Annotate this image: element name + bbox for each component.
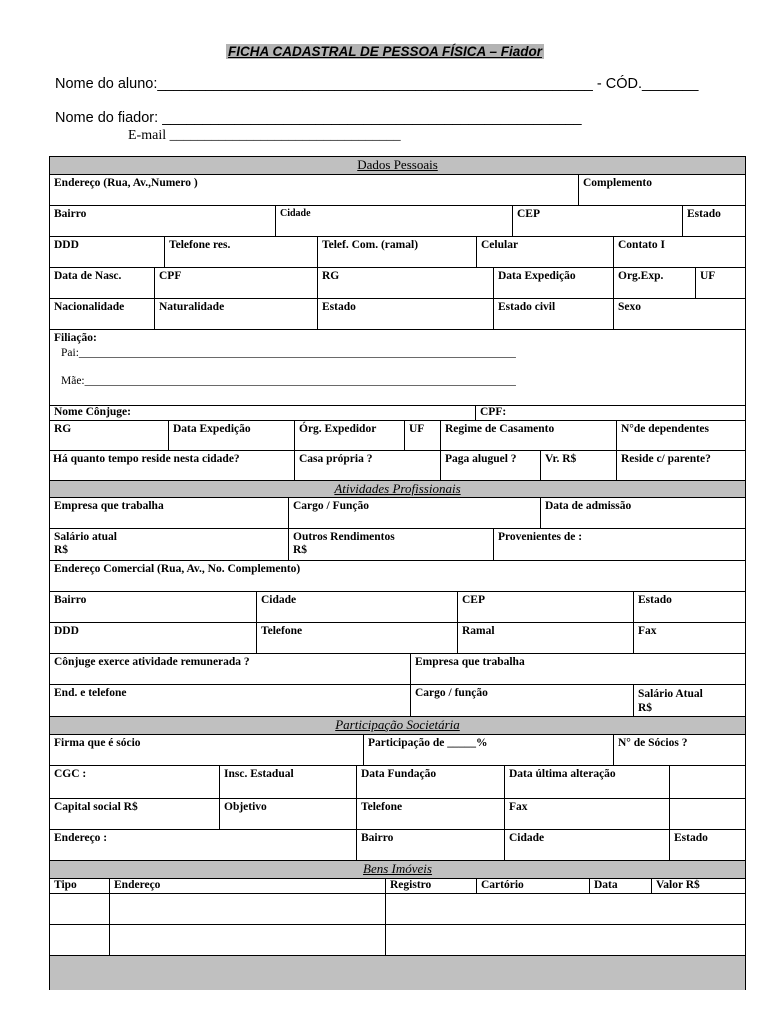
label-salario-rs: R$	[54, 544, 69, 556]
col-tipo: Tipo	[54, 879, 77, 891]
field-outros-rendimentos[interactable]	[288, 529, 493, 560]
field-contato[interactable]: Contato I	[613, 237, 745, 267]
row-bairro-comercial	[50, 591, 745, 622]
field-regime-casamento[interactable]: Regime de Casamento	[440, 421, 616, 450]
field-bairro-empresa[interactable]: Bairro	[356, 830, 504, 860]
field-data-nascimento[interactable]: Data de Nasc.	[54, 270, 122, 282]
field-bairro[interactable]: Bairro	[54, 208, 87, 220]
field-empresa[interactable]: Empresa que trabalha	[54, 500, 164, 512]
row-bairro	[50, 205, 745, 236]
label-filiacao: Filiação:	[54, 332, 97, 344]
label-outros-rs: R$	[293, 544, 308, 556]
field-fax-comercial[interactable]: Fax	[633, 623, 745, 653]
row-salario	[50, 528, 745, 560]
field-estado-civil[interactable]: Estado civil	[493, 299, 613, 329]
field-cep[interactable]: CEP	[512, 206, 682, 236]
field-data-expedicao-conjuge[interactable]: Data Expedição	[168, 421, 294, 450]
field-paga-aluguel[interactable]: Paga aluguel ?	[440, 451, 540, 480]
cell-registro[interactable]	[385, 894, 745, 924]
row-nacionalidade	[50, 298, 745, 329]
field-rg-conjuge[interactable]: RG	[54, 423, 72, 435]
field-dependentes[interactable]: N°de dependentes	[616, 421, 745, 450]
row-endereco-comercial	[50, 560, 745, 591]
field-cidade[interactable]: Cidade	[275, 206, 512, 236]
field-nome-conjuge[interactable]: Nome Cônjuge:	[54, 406, 131, 418]
section-header-dados-pessoais: Dados Pessoais	[50, 156, 745, 174]
section-header-atividades: Atividades Profissionais	[50, 480, 745, 497]
field-estado-comercial[interactable]: Estado	[633, 592, 745, 622]
row-residencia	[50, 450, 745, 480]
cell-tipo[interactable]	[50, 925, 109, 955]
cell-endereco[interactable]	[109, 925, 385, 955]
field-capital-social[interactable]: Capital social R$	[54, 801, 138, 813]
field-rg[interactable]: RG	[317, 268, 493, 298]
field-fax-empresa[interactable]: Fax	[504, 799, 669, 829]
field-naturalidade[interactable]: Naturalidade	[154, 299, 317, 329]
field-nacionalidade[interactable]: Nacionalidade	[54, 301, 125, 313]
field-endereco[interactable]: Endereço (Rua, Av.,Numero )	[54, 177, 198, 189]
row-conjuge-atividade	[50, 653, 745, 684]
cell-endereco[interactable]	[109, 894, 385, 924]
field-complemento[interactable]: Complemento	[578, 175, 745, 205]
field-salario[interactable]	[50, 529, 288, 560]
field-objetivo[interactable]: Objetivo	[219, 799, 356, 829]
row-firma	[50, 734, 745, 765]
col-valor: Valor R$	[651, 879, 745, 893]
field-reside-parente[interactable]: Reside c/ parente?	[616, 451, 745, 480]
col-endereco: Endereço	[109, 879, 385, 893]
field-conjuge-exerce[interactable]: Cônjuge exerce atividade remunerada ?	[54, 656, 250, 668]
row-end-telefone	[50, 684, 745, 716]
field-telefone-empresa[interactable]: Telefone	[356, 799, 504, 829]
field-orgao-expedidor[interactable]: Org.Exp.	[613, 268, 695, 298]
row-endereco	[50, 174, 745, 205]
table-row	[50, 924, 745, 955]
row-telefones	[50, 236, 745, 267]
field-numero-socios[interactable]: N° de Sócios ?	[613, 735, 745, 765]
field-salario-conjuge[interactable]	[633, 685, 745, 716]
field-valor-aluguel[interactable]: Vr. R$	[540, 451, 616, 480]
col-registro: Registro	[385, 879, 476, 893]
field-blank-capital[interactable]	[669, 799, 745, 829]
field-estado-empresa[interactable]: Estado	[669, 830, 745, 860]
field-cargo-conjuge[interactable]: Cargo / função	[410, 685, 633, 716]
field-cidade-empresa[interactable]: Cidade	[504, 830, 669, 860]
field-insc-estadual[interactable]: Insc. Estadual	[219, 766, 356, 798]
label-outros: Outros Rendimentos	[293, 531, 395, 543]
field-celular[interactable]: Celular	[476, 237, 613, 267]
col-cartorio: Cartório	[476, 879, 589, 893]
field-cgc[interactable]: CGC :	[54, 768, 87, 780]
field-tempo-cidade[interactable]: Há quanto tempo reside nesta cidade?	[53, 453, 240, 465]
field-data-expedicao[interactable]: Data Expedição	[493, 268, 613, 298]
row-rg-conjuge	[50, 420, 745, 450]
field-ddd[interactable]: DDD	[54, 239, 79, 251]
row-empresa	[50, 497, 745, 528]
guarantor-name-line: Nome do fiador: ____________________________________________________	[55, 110, 582, 126]
row-endereco-empresa	[50, 829, 745, 860]
email-line: E-mail _________________________________	[128, 128, 401, 143]
field-pai[interactable]: Pai:____________________________________________________________________________	[61, 347, 516, 359]
field-cpf[interactable]: CPF	[154, 268, 317, 298]
field-telefone-res[interactable]: Telefone res.	[164, 237, 317, 267]
field-provenientes[interactable]: Provenientes de :	[493, 529, 745, 560]
bottom-gray-band	[50, 955, 745, 990]
field-cargo[interactable]: Cargo / Função	[288, 498, 540, 528]
cell-tipo[interactable]	[50, 894, 109, 924]
field-cidade-comercial[interactable]: Cidade	[256, 592, 457, 622]
field-casa-propria[interactable]: Casa própria ?	[294, 451, 440, 480]
field-mae[interactable]: Mãe:___________________________________________________________________________	[61, 375, 516, 387]
field-telefone-comercial[interactable]: Telefone	[256, 623, 457, 653]
row-telefone-comercial	[50, 622, 745, 653]
field-ramal[interactable]: Ramal	[457, 623, 633, 653]
field-endereco-comercial[interactable]: Endereço Comercial (Rua, Av., No. Complemento)	[54, 563, 301, 575]
form-table	[49, 156, 746, 990]
student-name-line: Nome do aluno:______________________________________________________ - CÓD._______	[55, 76, 699, 92]
section-header-participacao: Participação Societária	[50, 716, 745, 734]
form-title: FICHA CADASTRAL DE PESSOA FÍSICA – Fiador	[227, 44, 543, 59]
col-data: Data	[589, 879, 651, 893]
field-data-fundacao[interactable]: Data Fundação	[356, 766, 504, 798]
field-estado-nat[interactable]: Estado	[317, 299, 493, 329]
field-uf-conjuge[interactable]: UF	[404, 421, 440, 450]
field-empresa-conjuge[interactable]: Empresa que trabalha	[410, 654, 745, 684]
label-salario: Salário atual	[54, 531, 117, 543]
row-conjuge	[50, 405, 745, 420]
field-cep-comercial[interactable]: CEP	[457, 592, 633, 622]
field-data-alteracao[interactable]: Data última alteração	[504, 766, 669, 798]
row-bens-header	[50, 878, 745, 893]
field-estado[interactable]: Estado	[682, 206, 745, 236]
table-row	[50, 893, 745, 924]
field-data-admissao[interactable]: Data de admissão	[540, 498, 745, 528]
field-telefone-com[interactable]: Telef. Com. (ramal)	[317, 237, 476, 267]
field-uf[interactable]: UF	[695, 268, 745, 298]
field-blank-cgc[interactable]	[669, 766, 745, 798]
row-cgc	[50, 765, 745, 798]
field-bairro-comercial[interactable]: Bairro	[54, 594, 87, 606]
field-ddd-comercial[interactable]: DDD	[54, 625, 79, 637]
field-end-telefone[interactable]: End. e telefone	[54, 687, 127, 699]
field-cpf-conjuge[interactable]: CPF:	[475, 406, 745, 420]
row-capital	[50, 798, 745, 829]
row-filiacao	[50, 329, 745, 405]
label-salario-atual-rs: R$	[638, 702, 653, 714]
field-endereco-empresa[interactable]: Endereço :	[54, 832, 108, 844]
field-firma[interactable]: Firma que é sócio	[54, 737, 141, 749]
row-documentos	[50, 267, 745, 298]
field-orgao-expedidor-conjuge[interactable]: Órg. Expedidor	[294, 421, 404, 450]
section-header-bens: Bens Imóveis	[50, 860, 745, 878]
label-salario-atual: Salário Atual	[638, 688, 703, 700]
field-participacao[interactable]: Participação de _____%	[363, 735, 613, 765]
field-sexo[interactable]: Sexo	[613, 299, 745, 329]
cell-registro[interactable]	[385, 925, 745, 955]
